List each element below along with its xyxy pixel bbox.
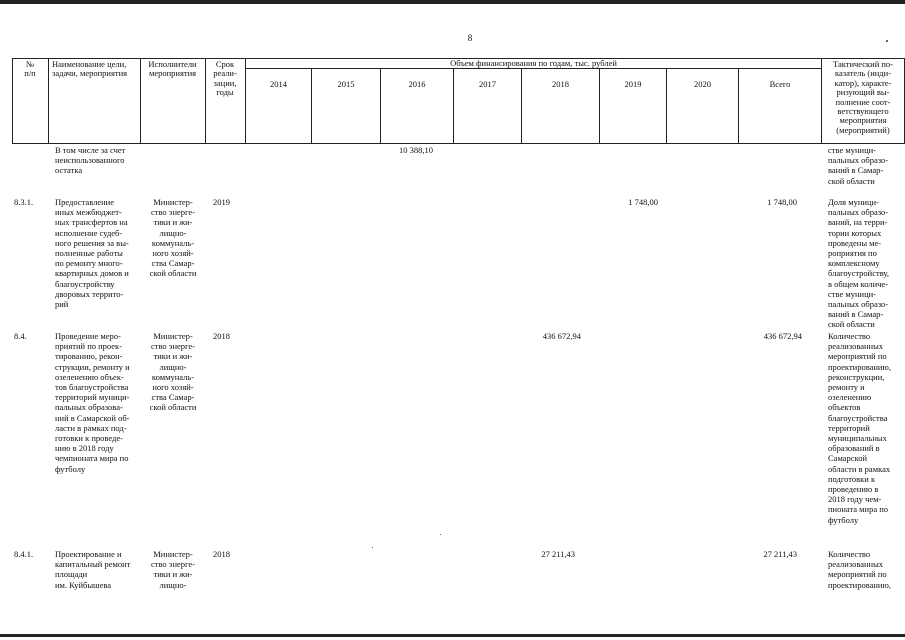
row-indicator: Количество реализованных мероприятий по проектированию,	[828, 549, 891, 590]
row-name: В том числе за счет неиспользованного остатка	[55, 145, 126, 176]
row-value-2018: 27 211,43	[541, 549, 575, 559]
col-border	[245, 58, 246, 144]
row-number: 8.3.1.	[14, 197, 34, 207]
row-executors: Министер- ство энерге- тики и жи- лищно- коммуналь- ного хозяй- ства Самар- ской области	[149, 197, 197, 279]
header-year-2016: 2016	[408, 79, 426, 89]
scan-speck	[372, 547, 373, 548]
row-number: 8.4.1.	[14, 549, 34, 559]
header-executors: Исполнители мероприятия	[148, 59, 197, 79]
header-total: Всего	[769, 79, 791, 89]
row-term: 2018	[213, 331, 230, 341]
row-value-2019: 1 748,00	[628, 197, 658, 207]
row-name: Проведение меро- приятий по проек- тированию, рекон- струкции, ремонту и озеленению объек- тов благоустройства территорий муници- пальных образова- ний в Самарской об- ласти в рамках под- готовки к проведе- нию в 2018 году чемпионата мира по футболу	[55, 331, 130, 474]
page-number: 8	[467, 33, 473, 43]
scan-top-edge	[0, 0, 905, 4]
row-executors: Министер- ство энерге- тики и жи- лищно- коммуналь- ного хозяй- ства Самар- ской области	[149, 331, 197, 413]
header-year-2014: 2014	[270, 79, 287, 89]
row-value-total: 27 211,43	[763, 549, 797, 559]
row-indicator: стве муници- пальных образо- ваний в Самар- ской области	[828, 145, 889, 186]
header-term: Срок реали- зации, годы	[213, 59, 237, 98]
header-num: № п/п	[24, 59, 36, 79]
col-border	[12, 58, 13, 144]
col-border	[48, 58, 49, 144]
row-value-total: 1 748,00	[767, 197, 797, 207]
header-indicator: Тактический по- казатель (инди- катор), характе- ризующий вы- полнение соот- ветствующего мероприятия (мероприятий)	[832, 59, 894, 135]
header-name: Наименование цели, задачи, мероприятия	[52, 59, 128, 79]
row-number: 8.4.	[14, 331, 27, 341]
row-indicator: Количество реализованных мероприятий по проектированию, реконструкции, ремонту и озеленению объектов благоустройства территорий муниципальных образований в Самарской области в рамках подготовки к проведению в 2018 году чем- пионата мира по футболу	[828, 331, 891, 525]
row-executors: Министер- ство энерге- тики и жи- лищно-	[150, 549, 195, 590]
row-name: Предоставление иных межбюджет- ных трансфертов на исполнение судеб- ного решения за вы- полненные работы по ремонту много- квартирных домов и благоустройству дворовых террито- рий	[55, 197, 129, 310]
row-indicator: Доля муници- пальных образо- ваний, на терри- тории которых проведены ме- роприятия по комплексному благоустройству, в общем количе- стве муници- пальных образо- ваний в Самар- ской области	[828, 197, 889, 330]
header-year-2015: 2015	[337, 79, 355, 89]
header-financing: Объем финансирования по годам, тыс. рублей	[450, 58, 617, 68]
row-name: Проектирование и капитальный ремонт площади им. Куйбышева	[55, 549, 131, 590]
header-bottom-border	[12, 143, 905, 144]
row-term: 2019	[213, 197, 230, 207]
row-term: 2018	[213, 549, 230, 559]
header-year-2018: 2018	[552, 79, 569, 89]
scan-speck	[886, 40, 888, 42]
scan-speck	[440, 534, 441, 535]
row-value-2016: 10 388,10	[399, 145, 433, 155]
row-value-total: 436 672,94	[763, 331, 802, 341]
row-value-2018: 436 672,94	[542, 331, 581, 341]
header-year-2017: 2017	[479, 79, 496, 89]
header-year-2020: 2020	[694, 79, 711, 89]
header-year-2019: 2019	[624, 79, 642, 89]
scan-bottom-edge	[0, 634, 905, 637]
